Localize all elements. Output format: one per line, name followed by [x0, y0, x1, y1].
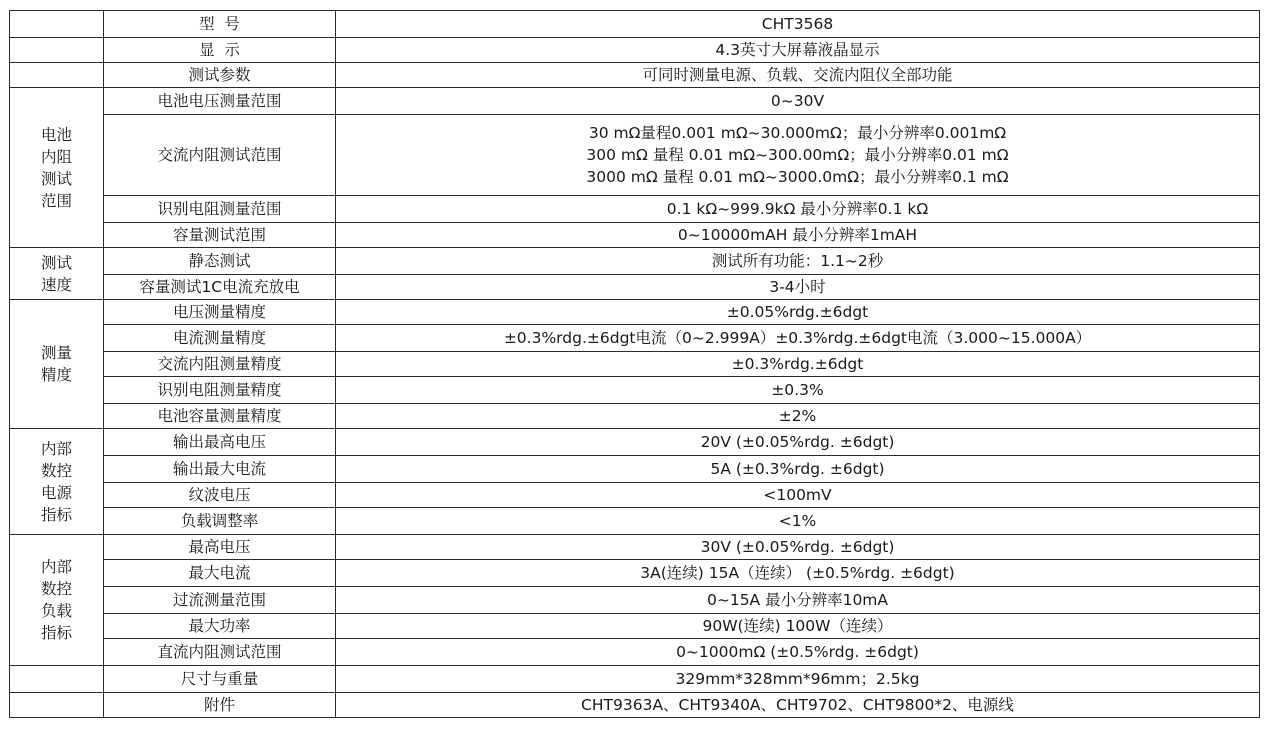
item-cell: 容量测试范围	[104, 223, 336, 248]
item-display: 显 示	[104, 38, 336, 63]
value-cell-multiline	[336, 115, 1260, 196]
item-size-weight: 尺寸与重量	[104, 666, 336, 693]
group-line: 测试	[40, 169, 72, 188]
group-line: 电池	[40, 125, 72, 144]
table-row	[10, 535, 1260, 560]
table-row	[10, 38, 1260, 63]
value-line: 300 mΩ 量程 0.01 mΩ~300.00mΩ；最小分辨率0.01 mΩ	[586, 146, 1009, 164]
item-cell: 输出最大电流	[104, 456, 336, 483]
value-cell: 3A(连续) 15A（连续） (±0.5%rdg. ±6dgt)	[336, 560, 1260, 587]
table-row	[10, 614, 1260, 639]
group-battery-range	[10, 88, 104, 248]
table-row	[10, 325, 1260, 352]
group-measure-precision	[10, 300, 104, 429]
item-cell: 识别电阻测量范围	[104, 196, 336, 223]
group-line: 指标	[40, 505, 72, 524]
item-cell: 电压测量精度	[104, 300, 336, 325]
group-cell-empty	[10, 666, 104, 693]
group-line: 内部	[40, 558, 72, 576]
item-cell: 过流测量范围	[104, 587, 336, 614]
value-cell: 测试所有功能：1.1~2秒	[336, 248, 1260, 275]
table-row	[10, 115, 1260, 196]
value-display: 4.3英寸大屏幕液晶显示	[336, 38, 1260, 63]
value-cell: 30V (±0.05%rdg. ±6dgt)	[336, 535, 1260, 560]
item-cell: 识别电阻测量精度	[104, 377, 336, 404]
item-accessories: 附件	[104, 693, 336, 718]
table-row	[10, 666, 1260, 693]
value-cell: 0~10000mAH 最小分辨率1mAH	[336, 223, 1260, 248]
item-cell: 最大电流	[104, 560, 336, 587]
item-cell: 交流内阻测试范围	[104, 115, 336, 196]
table-row	[10, 483, 1260, 508]
group-line: 数控	[40, 461, 72, 480]
item-cell: 纹波电压	[104, 483, 336, 508]
table-row	[10, 404, 1260, 429]
value-cell: ±0.3%	[336, 377, 1260, 404]
group-power-spec	[10, 429, 104, 535]
value-cell: 5A (±0.3%rdg. ±6dgt)	[336, 456, 1260, 483]
group-line: 内部	[40, 439, 72, 458]
table-row	[10, 223, 1260, 248]
value-accessories: CHT9363A、CHT9340A、CHT9702、CHT9800*2、电源线	[336, 693, 1260, 718]
value-line: 3000 mΩ 量程 0.01 mΩ~3000.0mΩ；最小分辨率0.1 mΩ	[586, 168, 1009, 186]
group-line: 电源	[40, 483, 72, 502]
value-cell: ±0.3%rdg.±6dgt电流（0~2.999A）±0.3%rdg.±6dgt电流（3.000~15.000A）	[336, 325, 1260, 352]
group-line: 精度	[40, 366, 72, 384]
item-cell: 电池电压测量范围	[104, 88, 336, 115]
item-cell: 负载调整率	[104, 508, 336, 535]
table-row	[10, 456, 1260, 483]
item-cell: 交流内阻测量精度	[104, 352, 336, 377]
group-test-speed	[10, 248, 104, 300]
value-cell: ±0.3%rdg.±6dgt	[336, 352, 1260, 377]
table-row	[10, 429, 1260, 456]
group-line: 内阻	[40, 147, 72, 166]
group-line: 测试	[40, 253, 72, 272]
item-cell: 静态测试	[104, 248, 336, 275]
item-cell: 容量测试1C电流充放电	[104, 275, 336, 300]
item-cell: 电流测量精度	[104, 325, 336, 352]
group-cell-empty	[10, 11, 104, 38]
item-cell: 最高电压	[104, 535, 336, 560]
group-line: 测量	[40, 344, 72, 362]
group-line: 数控	[40, 580, 72, 598]
item-cell: 电池容量测量精度	[104, 404, 336, 429]
value-cell: <1%	[336, 508, 1260, 535]
group-line: 速度	[40, 275, 72, 294]
table-row	[10, 508, 1260, 535]
group-cell-empty	[10, 63, 104, 88]
value-cell: 90W(连续) 100W（连续）	[336, 614, 1260, 639]
item-model: 型 号	[104, 11, 336, 38]
value-cell: ±2%	[336, 404, 1260, 429]
group-cell-empty	[10, 693, 104, 718]
table-row	[10, 560, 1260, 587]
value-model: CHT3568	[336, 11, 1260, 38]
value-cell: <100mV	[336, 483, 1260, 508]
item-cell: 直流内阻测试范围	[104, 639, 336, 666]
value-cell: ±0.05%rdg.±6dgt	[336, 300, 1260, 325]
table-row	[10, 639, 1260, 666]
table-row	[10, 196, 1260, 223]
table-row	[10, 693, 1260, 718]
group-load-spec	[10, 535, 104, 666]
table-row	[10, 352, 1260, 377]
table-row	[10, 11, 1260, 38]
spec-table	[9, 10, 1260, 718]
value-test-params: 可同时测量电源、负载、交流内阻仪全部功能	[336, 63, 1260, 88]
table-row	[10, 377, 1260, 404]
table-row	[10, 275, 1260, 300]
value-cell: 3-4小时	[336, 275, 1260, 300]
value-line: 30 mΩ量程0.001 mΩ~30.000mΩ；最小分辨率0.001mΩ	[588, 124, 1007, 142]
table-row	[10, 63, 1260, 88]
value-cell: 0~30V	[336, 88, 1260, 115]
table-row	[10, 248, 1260, 275]
value-cell: 0.1 kΩ~999.9kΩ 最小分辨率0.1 kΩ	[336, 196, 1260, 223]
group-line: 负载	[40, 602, 72, 620]
item-cell: 输出最高电压	[104, 429, 336, 456]
group-line: 范围	[40, 191, 72, 210]
table-row	[10, 88, 1260, 115]
group-line: 指标	[40, 624, 72, 642]
value-cell: 20V (±0.05%rdg. ±6dgt)	[336, 429, 1260, 456]
value-cell: 0~15A 最小分辨率10mA	[336, 587, 1260, 614]
table-row	[10, 587, 1260, 614]
table-row	[10, 300, 1260, 325]
value-cell: 0~1000mΩ (±0.5%rdg. ±6dgt)	[336, 639, 1260, 666]
value-size-weight: 329mm*328mm*96mm；2.5kg	[336, 666, 1260, 693]
item-test-params: 测试参数	[104, 63, 336, 88]
group-cell-empty	[10, 38, 104, 63]
item-cell: 最大功率	[104, 614, 336, 639]
